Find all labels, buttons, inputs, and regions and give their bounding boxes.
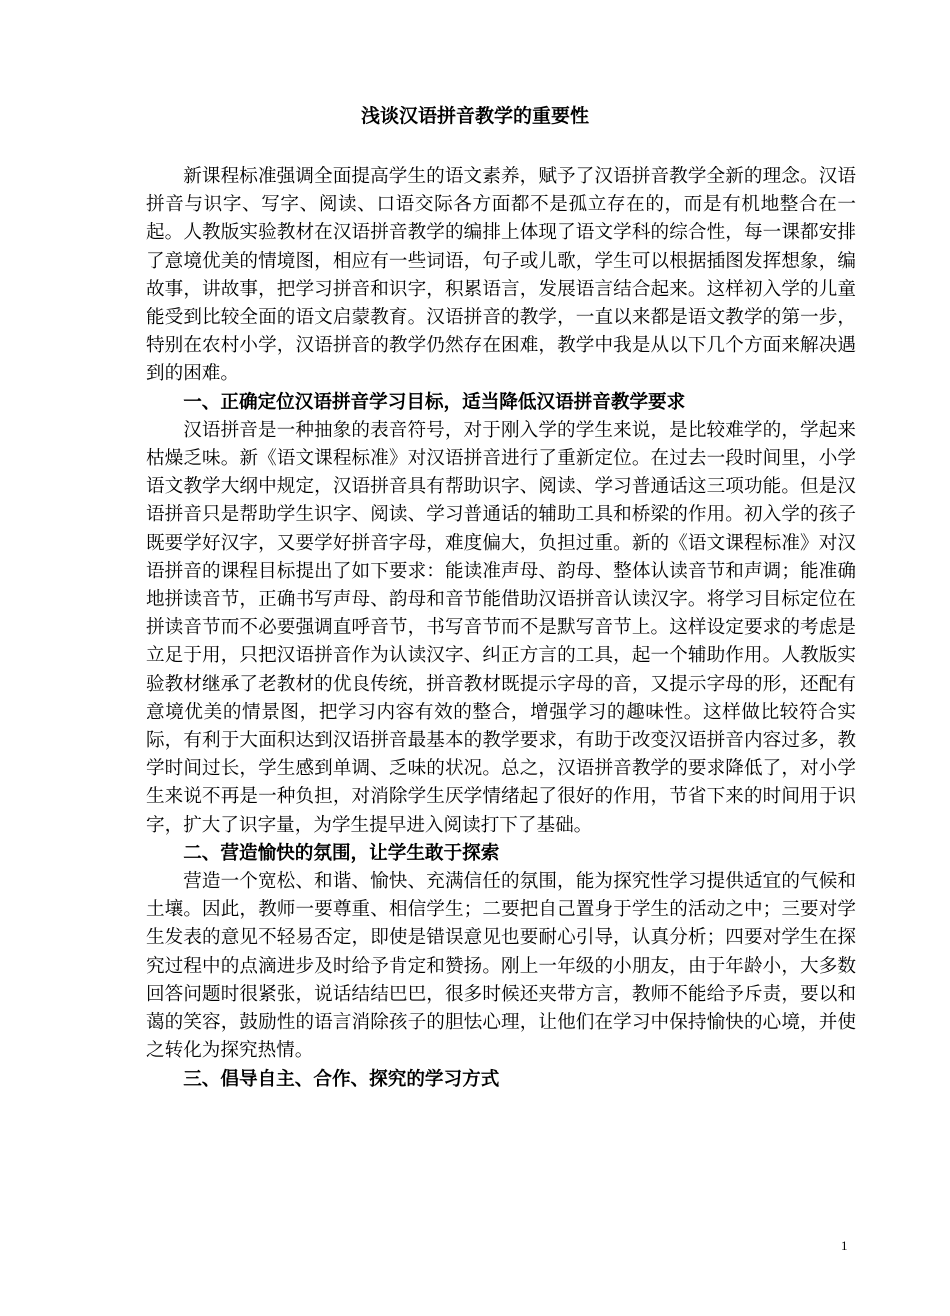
section-heading: 三、倡导自主、合作、探究的学习方式 <box>183 1068 500 1090</box>
body-paragraph: 汉语拼音是一种抽象的表音符号，对于刚入学的学生来说，是比较难学的，学起来枯燥乏味。新《语文课程标准》对汉语拼音进行了重新定位。在过去一段时间里，小学语文教学大纲中规定，汉语拼音具有帮助识字、阅读、学习普通话这三项功能。但是汉语拼音只是帮助学生识字、阅读、学习普通话的辅助工具和桥梁的作用。初入学的孩子既要学好汉字，又要学好拼音字母，难度偏大，负担过重。新的《语文课程标准》对汉语拼音的课程目标提出了如下要求：能读准声母、韵母、整体认读音节和声调；能准确地拼读音节，正确书写声母、韵母和音节能借助汉语拼音认读汉字。将学习目标定位在拼读音节而不必要强调直呼音节，书写音节而不是默写音节上。这样设定要求的考虑是立足于用，只把汉语拼音作为认读汉字、纠正方言的工具，起一个辅助作用。人教版实验教材继承了老教材的优良传统，拼音教材既提示字母的音，又提示字母的形，还配有意境优美的情景图，把学习内容有效的整合，增强学习的趣味性。这样做比较符合实际，有利于大面积达到汉语拼音最基本的教学要求，有助于改变汉语拼音内容过多，教学时间过长，学生感到单调、乏味的状况。总之，汉语拼音教学的要求降低了，对小学生来说不再是一种负担，对消除学生厌学情绪起了很好的作用，节省下来的时间用于识字，扩大了识字量，为学生提早进入阅读打下了基础。 <box>146 419 856 836</box>
section-heading: 二、营造愉快的氛围，让学生敢于探索 <box>183 842 500 864</box>
body-paragraph: 营造一个宽松、和谐、愉快、充满信任的氛围，能为探究性学习提供适宜的气候和土壤。因此，教师一要尊重、相信学生；二要把自己置身于学生的活动之中；三要对学生发表的意见不轻易否定，即使是错误意见也要耐心引导，认真分析；四要对学生在探究过程中的点滴进步及时给予肯定和赞扬。刚上一年级的小朋友，由于年龄小，大多数回答问题时很紧张，说话结结巴巴，很多时候还夹带方言，教师不能给予斥责，要以和蔼的笑容，鼓励性的语言消除孩子的胆怯心理，让他们在学习中保持愉快的心境，并使之转化为探究热情。 <box>146 871 856 1062</box>
body-paragraph: 新课程标准强调全面提高学生的语文素养，赋予了汉语拼音教学全新的理念。汉语拼音与识字、写字、阅读、口语交际各方面都不是孤立存在的，而是有机地整合在一起。人教版实验教材在汉语拼音教学的编排上体现了语文学科的综合性，每一课都安排了意境优美的情境图，相应有一些词语，句子或儿歌，学生可以根据插图发挥想象，编故事，讲故事，把学习拼音和识字，积累语言，发展语言结合起来。这样初入学的儿童能受到比较全面的语文启蒙教育。汉语拼音的教学，一直以来都是语文教学的第一步，特别在农村小学，汉语拼音的教学仍然存在困难，教学中我是从以下几个方面来解决遇到的困难。 <box>146 166 856 385</box>
document-body <box>146 163 856 1094</box>
section-heading: 一、正确定位汉语拼音学习目标，适当降低汉语拼音教学要求 <box>183 391 686 413</box>
document-title: 浅谈汉语拼音教学的重要性 <box>360 105 589 127</box>
page-number: 1 <box>841 1238 848 1253</box>
